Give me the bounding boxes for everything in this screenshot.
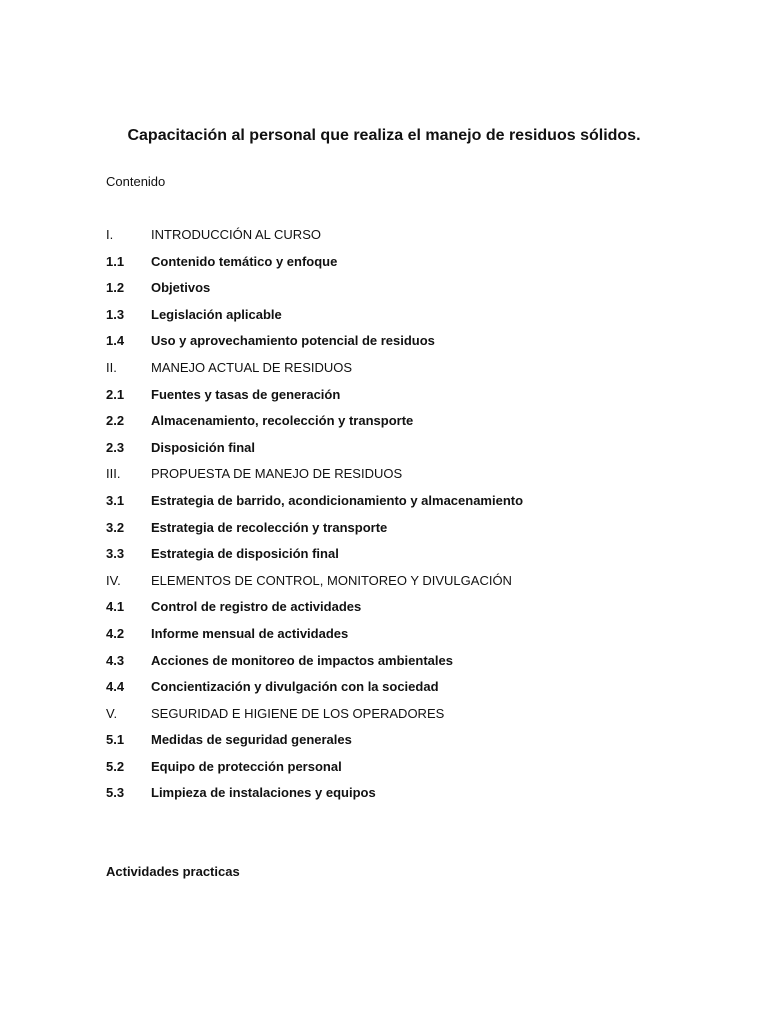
- toc-entry-text: INTRODUCCIÓN AL CURSO: [151, 227, 321, 242]
- toc-entry-number: 4.1: [106, 599, 125, 615]
- toc-entry: [106, 625, 523, 652]
- toc-entry-number: 5.3: [106, 785, 125, 801]
- toc-entry-number: 3.2: [106, 519, 125, 535]
- table-of-contents: [106, 226, 523, 811]
- toc-entry-text: Control de registro de actividades: [151, 599, 362, 615]
- toc-entry-text: Limpieza de instalaciones y equipos: [151, 785, 376, 801]
- toc-entry-text: Estrategia de barrido, acondicionamiento y almacenamiento: [151, 492, 524, 508]
- toc-entry-number: 3.1: [106, 492, 125, 508]
- toc-entry-text: Disposición final: [151, 439, 256, 455]
- toc-entry-number: 5.1: [106, 732, 125, 748]
- toc-entry: [106, 492, 523, 519]
- toc-entry-number: V.: [106, 705, 118, 721]
- toc-entry-text: Almacenamiento, recolección y transporte: [151, 413, 414, 429]
- toc-entry: [106, 784, 523, 811]
- toc-entry: [106, 279, 523, 306]
- toc-entry: [106, 705, 523, 732]
- toc-entry-text: Medidas de seguridad generales: [151, 732, 352, 748]
- toc-entry: [106, 359, 523, 386]
- toc-entry-number: 2.3: [106, 439, 125, 455]
- toc-entry-number: 1.1: [106, 253, 125, 269]
- toc-entry: [106, 678, 523, 705]
- toc-entry: [106, 545, 523, 572]
- toc-entry-number: 1.2: [106, 280, 125, 296]
- toc-entry-text: Equipo de protección personal: [151, 758, 342, 774]
- toc-entry-number: 2.2: [106, 413, 125, 429]
- toc-entry: [106, 332, 523, 359]
- contents-label: Contenido: [106, 174, 166, 189]
- toc-entry-text: SEGURIDAD E HIGIENE DE LOS OPERADORES: [151, 705, 445, 721]
- toc-entry-text: MANEJO ACTUAL DE RESIDUOS: [151, 359, 353, 375]
- toc-entry-text: Contenido temático y enfoque: [151, 253, 338, 269]
- toc-entry: [106, 226, 523, 253]
- toc-entry-text: PROPUESTA DE MANEJO DE RESIDUOS: [151, 466, 403, 482]
- toc-entry-number: 4.4: [106, 679, 125, 695]
- toc-entry-text: Objetivos: [151, 280, 211, 296]
- toc-entry: [106, 758, 523, 785]
- toc-entry-number: II.: [106, 359, 117, 375]
- toc-entry-number: 5.2: [106, 758, 125, 774]
- toc-entry: [106, 572, 523, 599]
- toc-entry-text: Informe mensual de actividades: [151, 625, 349, 641]
- toc-entry-number: 1.3: [106, 306, 125, 322]
- toc-entry-text: Estrategia de recolección y transporte: [151, 519, 388, 535]
- activities-heading: Actividades practicas: [106, 864, 240, 879]
- toc-entry-number: 2.1: [106, 386, 125, 402]
- toc-entry-text: Legislación aplicable: [151, 306, 282, 322]
- toc-entry-text: Concientización y divulgación con la sociedad: [151, 679, 439, 695]
- toc-entry-number: 1.4: [106, 333, 125, 349]
- toc-entry-number: 4.3: [106, 652, 125, 668]
- document-title: Capacitación al personal que realiza el manejo de residuos sólidos.: [127, 127, 641, 144]
- toc-entry: [106, 519, 523, 546]
- toc-entry: [106, 412, 523, 439]
- toc-entry-number: 4.2: [106, 625, 125, 641]
- toc-entry: [106, 306, 523, 333]
- toc-entry: [106, 598, 523, 625]
- toc-entry-number: IV.: [106, 572, 121, 588]
- toc-entry: [106, 386, 523, 413]
- toc-entry-text: Estrategia de disposición final: [151, 546, 339, 562]
- toc-entry-text: Acciones de monitoreo de impactos ambientales: [151, 652, 453, 668]
- toc-entry: [106, 439, 523, 466]
- toc-entry-text: ELEMENTOS DE CONTROL, MONITOREO Y DIVULGACIÓN: [151, 572, 512, 588]
- toc-entry-text: Uso y aprovechamiento potencial de residuos: [151, 333, 435, 349]
- toc-entry: [106, 253, 523, 280]
- toc-entry: [106, 652, 523, 679]
- toc-entry-number: 3.3: [106, 546, 125, 562]
- toc-entry: [106, 731, 523, 758]
- toc-entry-text: Fuentes y tasas de generación: [151, 386, 341, 402]
- toc-entry: [106, 465, 523, 492]
- toc-entry-number: III.: [106, 466, 121, 482]
- toc-entry-number: I.: [106, 227, 114, 242]
